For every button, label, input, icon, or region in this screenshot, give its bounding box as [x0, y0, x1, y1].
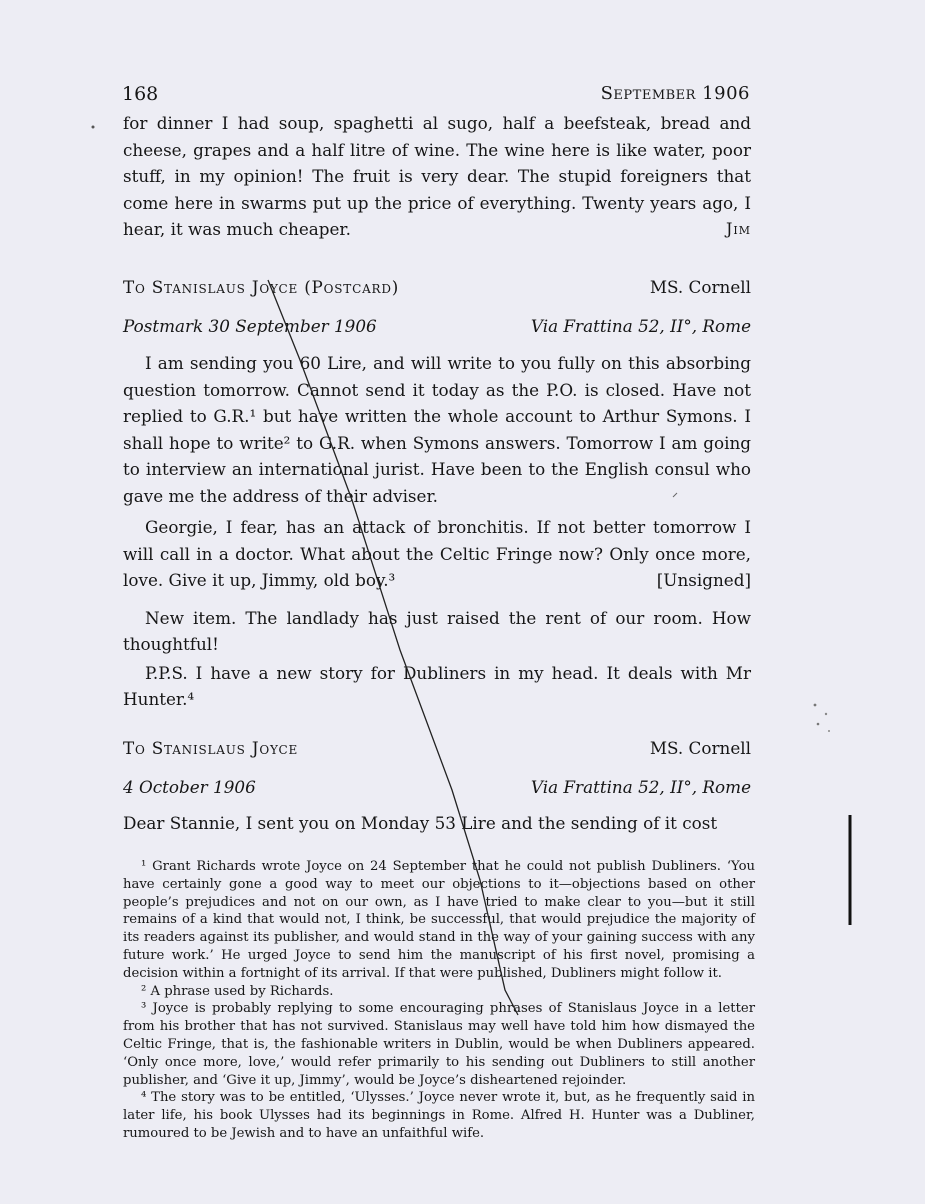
body-paragraph: Georgie, I fear, has an attack of bronchitis. If not better tomorrow I will call in a doctor. What about the Celtic Fringe now? Only once more, love. Give it up, Jimmy, old boy.³ [123, 517, 751, 590]
speck-dot [828, 730, 830, 732]
speck-dot [817, 723, 820, 726]
speck-dot [814, 704, 817, 707]
body-paragraph: New item. The landlady has just raised the rent of our room. How thoughtful! [123, 607, 751, 654]
body-paragraph: P.P.S. I have a new story for Dubliners in my head. It deals with Mr Hunter.⁴ [123, 662, 751, 709]
footnote: ³ Joyce is probably replying to some encouraging phrases of Stanislaus Joyce in a letter from his brother that has not survived. Stanislaus may well have told him how dismayed the Celtic Fringe, that is, the fashionable writers in Dublin, would be when Dubliners appeared. ‘Only once more, love,’ would refer primarily to his sending out Dubliners to still another publisher, and ‘Give it up, Jimmy’, would be Joyce’s disheartened rejoinder. [123, 1001, 755, 1088]
pencil-stroke-line [268, 280, 518, 1015]
unsigned-note: [Unsigned] [656, 570, 751, 590]
manuscript-source: MS. Cornell [649, 277, 751, 297]
signature: Jim [725, 219, 751, 238]
letter-recipient: To Stanislaus Joyce [123, 738, 299, 758]
letter-address: Via Frattina 52, II°, Rome [530, 315, 751, 336]
speck-dot [92, 126, 95, 129]
speck-mark [673, 493, 677, 497]
letter-date: Postmark 30 September 1906 [123, 315, 377, 336]
running-head-title: September 1906 [600, 83, 750, 104]
body-paragraph: I am sending you 60 Lire, and will write to you fully on this absorbing question tomorrow. Cannot send it today as the P.O. is closed. Have not replied to G.R.¹ but have written the whole account to Arthur Symons. I shall hope to write² to G.R. when Symons answers. Tomorrow I am going to interview an international jurist. Have been to the English consul who gave me the address of their adviser. [123, 353, 751, 506]
body-paragraph: for dinner I had soup, spaghetti al sugo, half a beefsteak, bread and cheese, grapes and a half litre of wine. The wine here is like water, poor stuff, in my opinion! The fruit is very dear. The stupid foreigners that come here in swarms put up the price of everything. Twenty years ago, I hear, it was much cheaper. [123, 113, 751, 239]
footnote: ⁴ The story was to be entitled, ‘Ulysses.’ Joyce never wrote it, but, as he frequently said in later life, his book Ulysses had its beginnings in Rome. Alfred H. Hunter was a Dubliner, rumoured to be Jewish and to have an unfaithful wife. [123, 1090, 755, 1141]
footnote: ² A phrase used by Richards. [141, 983, 334, 999]
speck-dot [825, 713, 827, 715]
letter-address: Via Frattina 52, II°, Rome [530, 776, 751, 797]
manuscript-source: MS. Cornell [649, 738, 751, 758]
page-number: 168 [122, 83, 159, 105]
letter-date: 4 October 1906 [123, 776, 256, 797]
footnote: ¹ Grant Richards wrote Joyce on 24 September that he could not publish Dubliners. ‘You have certainly gone a good way to meet our objections to it—objections based on other people’s prejudices and not on our own, as I have tried to make clear to you—but it still remains of a kind that would not, I think, be successful, that would prejudice the majority of its readers against its publisher, and would stand in the way of your gaining success with any future work.’ He urged Joyce to send him the manuscript of his first novel, promising a decision within a fortnight of its arrival. If that were published, Dubliners might follow it. [123, 859, 755, 981]
letter-opening-line: Dear Stannie, I sent you on Monday 53 Lire and the sending of it cost [123, 813, 718, 833]
letter-recipient: To Stanislaus Joyce (Postcard) [123, 277, 400, 297]
